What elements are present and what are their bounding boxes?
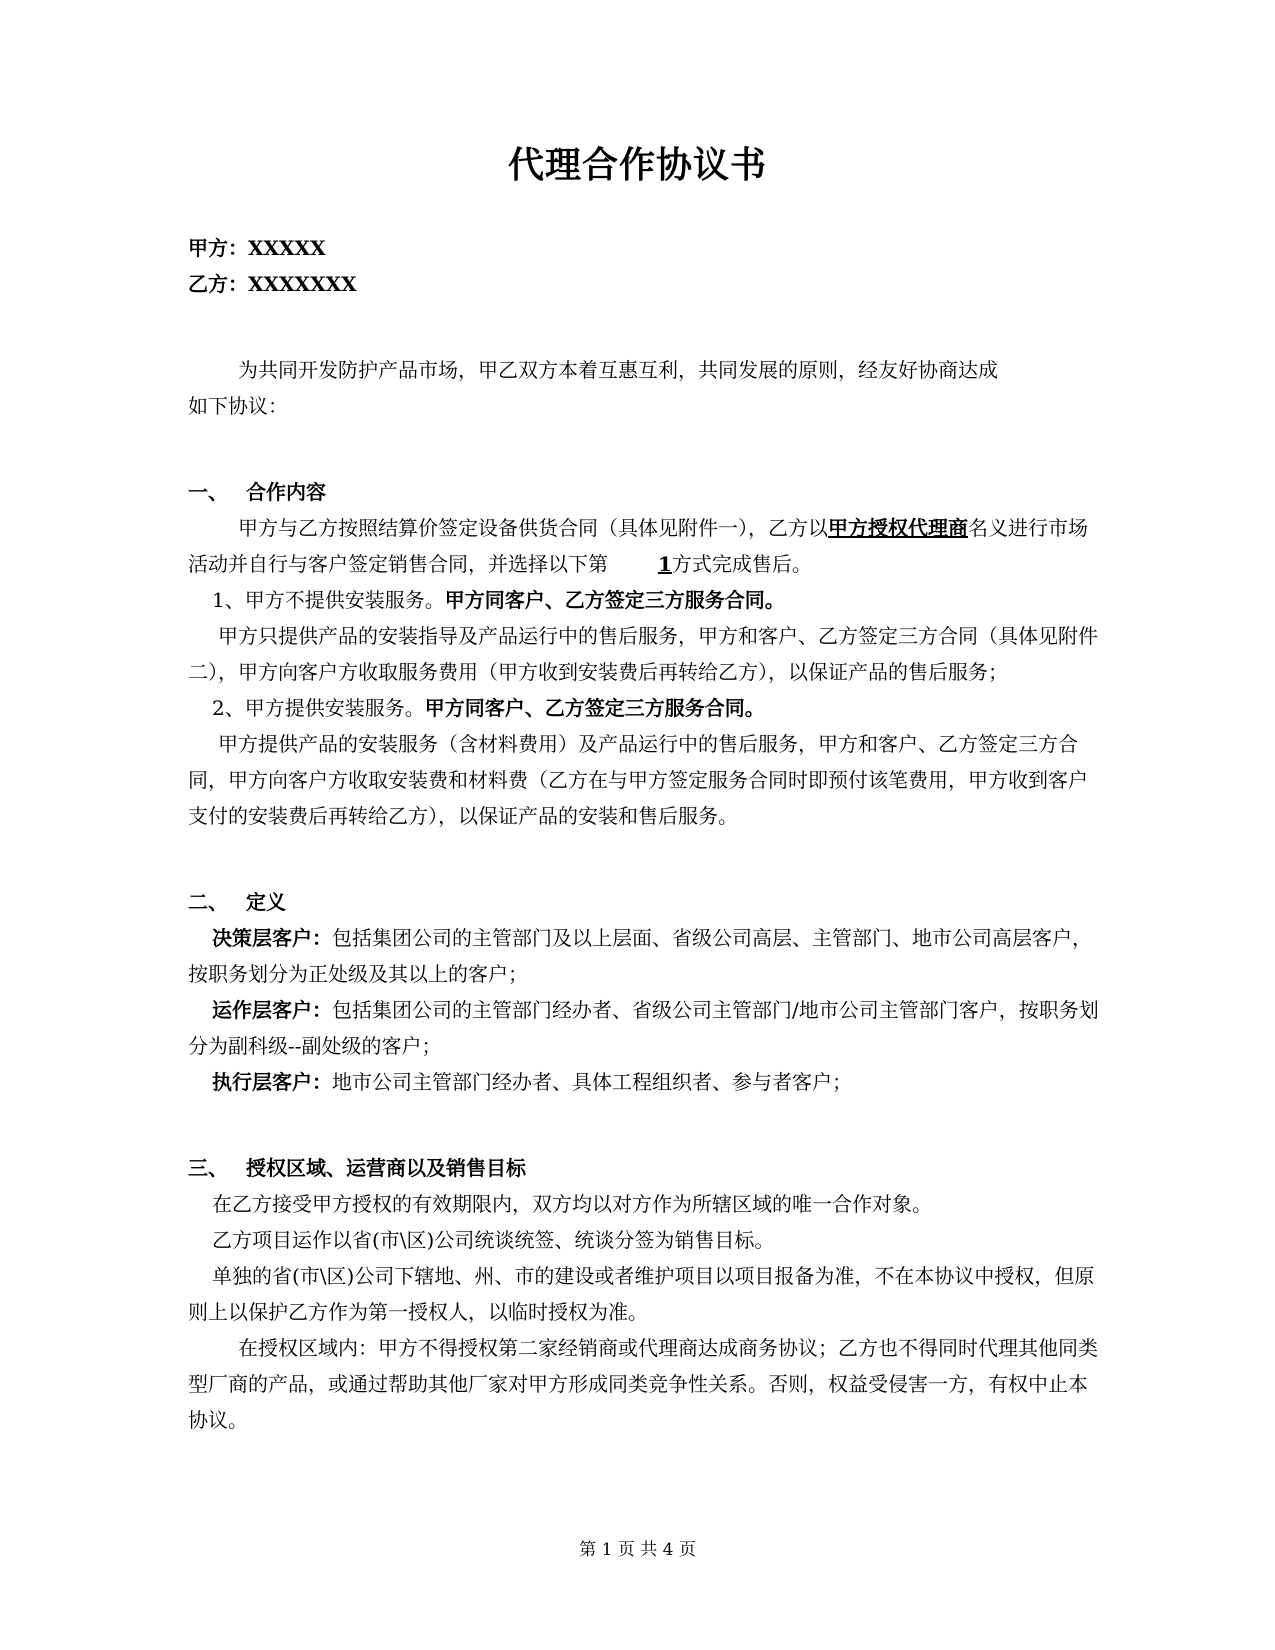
option-2-label: 2、甲方提供安装服务。 — [212, 696, 425, 720]
section-3-paragraph-3: 单独的省(市\区)公司下辖地、州、市的建设或者维护项目以项目报备为准，不在本协议中授权，但原则上以保护乙方作为第一授权人，以临时授权为准。 — [188, 1264, 1095, 1324]
section-2-title: 定义 — [246, 890, 286, 914]
section-3-paragraph-1: 在乙方接受甲方授权的有效期限内，双方均以对方作为所辖区域的唯一合作对象。 — [212, 1192, 932, 1216]
section-3-number: 三、 — [188, 1156, 228, 1180]
definition-1-text: 包括集团公司的主管部门及以上层面、省级公司高层、主管部门、地市公司高层客户，按职务划分为正处级及其以上的客户； — [188, 926, 1092, 986]
option-1-description: 甲方只提供产品的安装指导及产品运行中的售后服务，甲方和客户、乙方签定三方合同（具体见附件二），甲方向客户方收取服务费用（甲方收到安装费后再转给乙方），以保证产品的售后服务； — [188, 624, 1098, 684]
definition-2-text: 包括集团公司的主管部门经办者、省级公司主管部门/地市公司主管部门客户，按职务划分为副科级--副处级的客户； — [188, 998, 1099, 1058]
definition-2-term: 运作层客户： — [212, 998, 332, 1022]
section-1-heading — [188, 474, 1100, 510]
party-a: 甲方：XXXXX — [188, 236, 326, 260]
authorized-agent-term: 甲方授权代理商 — [828, 516, 968, 540]
definition-3-text: 地市公司主管部门经办者、具体工程组织者、参与者客户； — [332, 1070, 852, 1094]
definition-3-term: 执行层客户： — [212, 1070, 332, 1094]
section-1-text-b: 名义进行市场活动并自行与客户签定销售合同，并选择以下第 — [188, 516, 1088, 576]
party-b: 乙方：XXXXXXX — [188, 272, 357, 296]
section-3-paragraph-2: 乙方项目运作以省(市\区)公司统谈统签、统谈分签为销售目标。 — [212, 1228, 775, 1252]
section-1-number: 一、 — [188, 480, 228, 504]
section-1-title: 合作内容 — [246, 480, 326, 504]
document-title: 代理合作协议书 — [507, 144, 767, 186]
option-2-description: 甲方提供产品的安装服务（含材料费用）及产品运行中的售后服务，甲方和客户、乙方签定三方合同，甲方向客户方收取安装费和材料费（乙方在与甲方签定服务合同时即预付该笔费用，甲方收到客户支付的安装费后再转给乙方），以保证产品的安装和售后服务。 — [188, 732, 1088, 828]
section-2-heading — [188, 884, 1100, 920]
preamble-line-1: 为共同开发防护产品市场，甲乙双方本着互惠互利，共同发展的原则，经友好协商达成 — [238, 358, 998, 382]
section-3-paragraph-4: 在授权区域内：甲方不得授权第二家经销商或代理商达成商务协议；乙方也不得同时代理其他同类型厂商的产品，或通过帮助其他厂家对甲方形成同类竞争性关系。否则，权益受侵害一方，有权中止本协议。 — [188, 1336, 1098, 1432]
definition-decision-level — [188, 920, 1100, 992]
option-1 — [188, 582, 1100, 618]
definition-1-term: 决策层客户： — [212, 926, 332, 950]
definition-execution-level — [188, 1064, 1100, 1100]
section-1-text-c: 方式完成售后。 — [671, 552, 812, 576]
option-1-label: 1、甲方不提供安装服务。 — [212, 588, 445, 612]
section-1-text-a: 甲方与乙方按照结算价签定设备供货合同（具体见附件一），乙方以 — [238, 516, 828, 540]
section-1-paragraph — [188, 510, 1100, 582]
section-2-number: 二、 — [188, 890, 228, 914]
page-footer: 第 1 页 共 4 页 — [579, 1540, 696, 1560]
definition-operation-level — [188, 992, 1100, 1064]
option-2-bold: 甲方同客户、乙方签定三方服务合同。 — [424, 696, 765, 720]
section-3-title: 授权区域、运营商以及销售目标 — [246, 1156, 526, 1180]
option-2 — [188, 690, 1100, 726]
option-number-blank: 1 — [658, 552, 672, 576]
option-1-bold: 甲方同客户、乙方签定三方服务合同。 — [444, 588, 785, 612]
section-3-heading — [188, 1150, 1100, 1186]
preamble-line-2: 如下协议： — [188, 394, 288, 418]
document-body — [188, 230, 1100, 1438]
